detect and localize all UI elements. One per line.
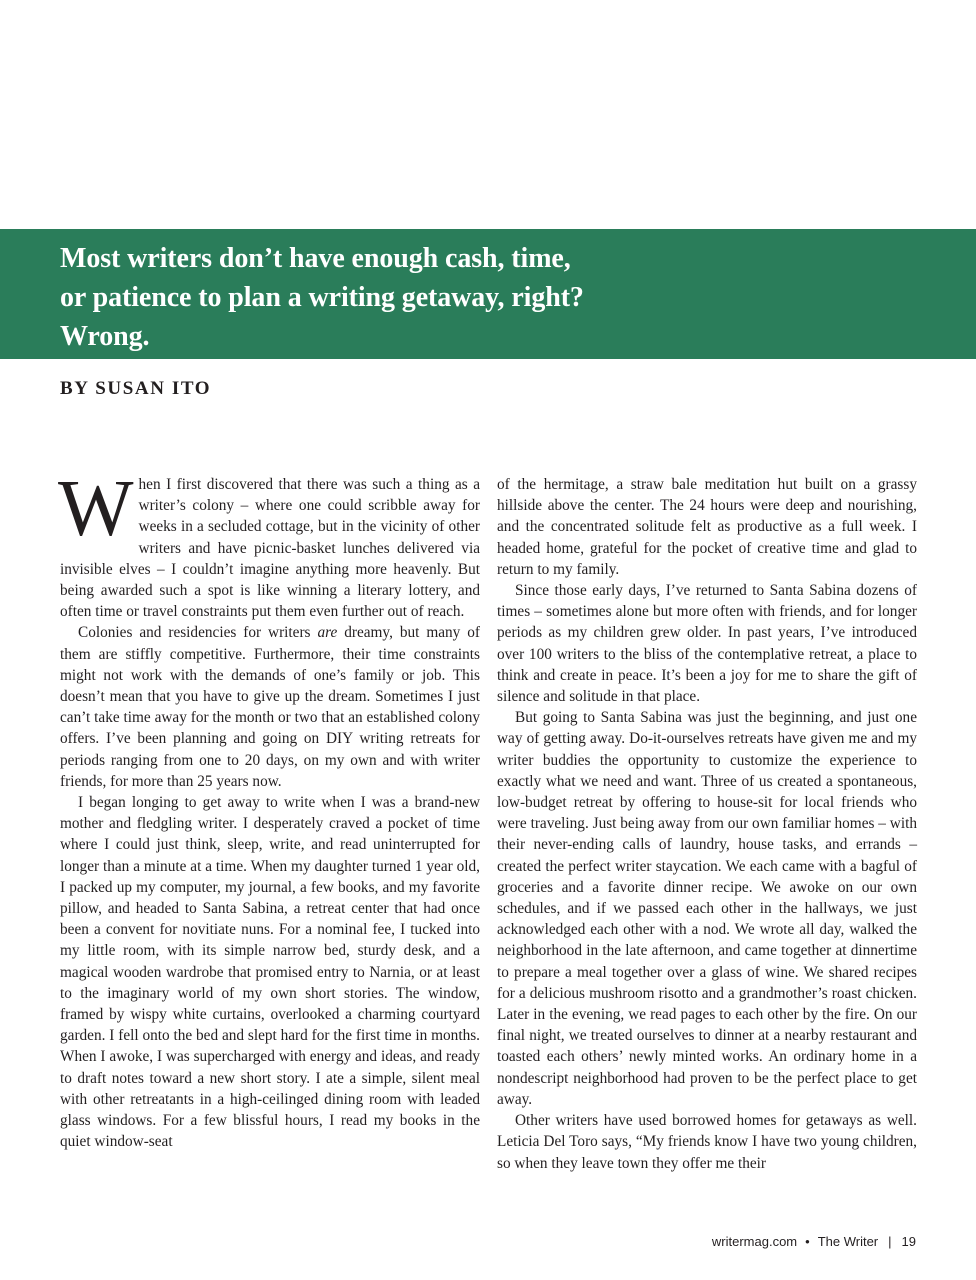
footer-magazine: The Writer	[817, 1234, 879, 1249]
page-footer	[712, 1234, 916, 1249]
paragraph-text: dreamy, but many of them are stiffly competitive. Furthermore, their time constraints might not work with the demands of one’s family or job. This doesn’t mean that you have to give up the dream. Sometimes I just can’t take time away for the month or two that an established colony offers. I’ve been planning and going on DIY writing retreats for periods ranging from one to 20 days, on my own and with writer friends, for more than 25 years now.	[60, 624, 480, 790]
paragraph: Other writers have used borrowed homes for getaways as well. Leticia Del Toro says, “My friends know I have two young children, so when they leave town they offer me their	[497, 1112, 917, 1172]
deck-line: Wrong.	[60, 321, 150, 352]
paragraph: I began longing to get away to write when I was a brand-new mother and fledgling writer. I desperately craved a pocket of time where I could just think, sleep, write, and read uninterrupted for longer than a minute at a time. When my daughter turned 1 year old, I packed up my computer, my journal, a few books, and my favorite pillow, and headed to Santa Sabina, a retreat center that had once been a convent for novitiate nuns. For a nominal fee, I tucked into my little room, with its simple narrow bed, sturdy desk, and a magical wooden wardrobe that promised entry to Narnia, or at least to the imaginary world of my own short stories. The window, framed by wispy white curtains, overlooked a charming courtyard garden. I fell onto the bed and slept hard for the first time in months. When I awoke, I was supercharged with energy and ideas, and ready to draft notes toward a new short story. I ate a simple, silent meal with other retreatants in a high-ceilinged dining room with leaded glass windows. For a few blissful hours, I read my books in the quiet window-seat	[60, 794, 480, 1151]
deck-line: Most writers don’t have enough cash, time,	[60, 243, 571, 274]
footer-separator: |	[888, 1234, 892, 1249]
paragraph-text: hen I first discovered that there was such a thing as a writer’s colony – where one could scribble away for weeks in a secluded cottage, but in the vicinity of other writers and have picnic-basket lunches delivered via invisible elves – I couldn’t imagine anything more heavenly. But being awarded such a spot is like winning a literary lottery, and often time or travel constraints put them even further out of reach.	[60, 476, 480, 621]
page-number: 19	[901, 1234, 916, 1249]
footer-bullet: •	[805, 1234, 810, 1249]
emphasis: are	[317, 624, 338, 642]
byline: BY SUSAN ITO	[60, 378, 212, 399]
headline-banner	[0, 229, 976, 359]
deck-line: or patience to plan a writing getaway, right?	[60, 282, 584, 313]
paragraph	[60, 622, 480, 792]
paragraph: of the hermitage, a straw bale meditation hut built on a grassy hillside above the center. The 24 hours were deep and nourishing, and the concentrated solitude felt as productive as a full week. I headed home, grateful for the pocket of creative time and glad to return to my family.	[497, 476, 917, 578]
paragraph: Since those early days, I’ve returned to Santa Sabina dozens of times – sometimes alone but more often with friends, and for longer periods as my children grew older. In past years, I’ve introduced over 100 writers to the bliss of the contemplative retreat, a place to think and create in peace. It’s been a joy for me to share the gift of silence and solitude in that place.	[497, 582, 917, 706]
paragraph-text: Colonies and residencies for writers	[78, 624, 318, 642]
article-column-right	[497, 474, 917, 1174]
drop-cap: W	[58, 465, 134, 553]
deck-headline	[60, 239, 660, 356]
article-column-left	[58, 465, 480, 1153]
paragraph: But going to Santa Sabina was just the beginning, and just one way of getting away. Do-it-ourselves retreats have given me and my writer buddies the opportunity to customize the experience to exactly what we need and want. Three of us created a spontaneous, low-budget retreat by offering to house-sit for local friends who were traveling. Just being away from our own familiar homes – with their never-ending calls of laundry, house tasks, and errands – created the perfect writer staycation. We each came with a bagful of groceries and a favorite dinner recipe. We awoke on our own schedules, and if we passed each other in the hallways, we just acknowledged each other with a nod. We wrote all day, walked the neighborhood in the late afternoon, and came together at dinnertime to prepare a meal together over a glass of wine. We shared recipes for a delicious mushroom risotto and a grandmother’s roast chicken. Later in the evening, we read pages to each other by the fire. On our final night, we treated ourselves to dinner at a nearby restaurant and toasted each others’ newly minted works. An ordinary home in a nondescript neighborhood had proven to be the perfect place to get away.	[497, 709, 917, 1108]
footer-site: writermag.com	[711, 1234, 798, 1249]
paragraph	[58, 465, 480, 622]
